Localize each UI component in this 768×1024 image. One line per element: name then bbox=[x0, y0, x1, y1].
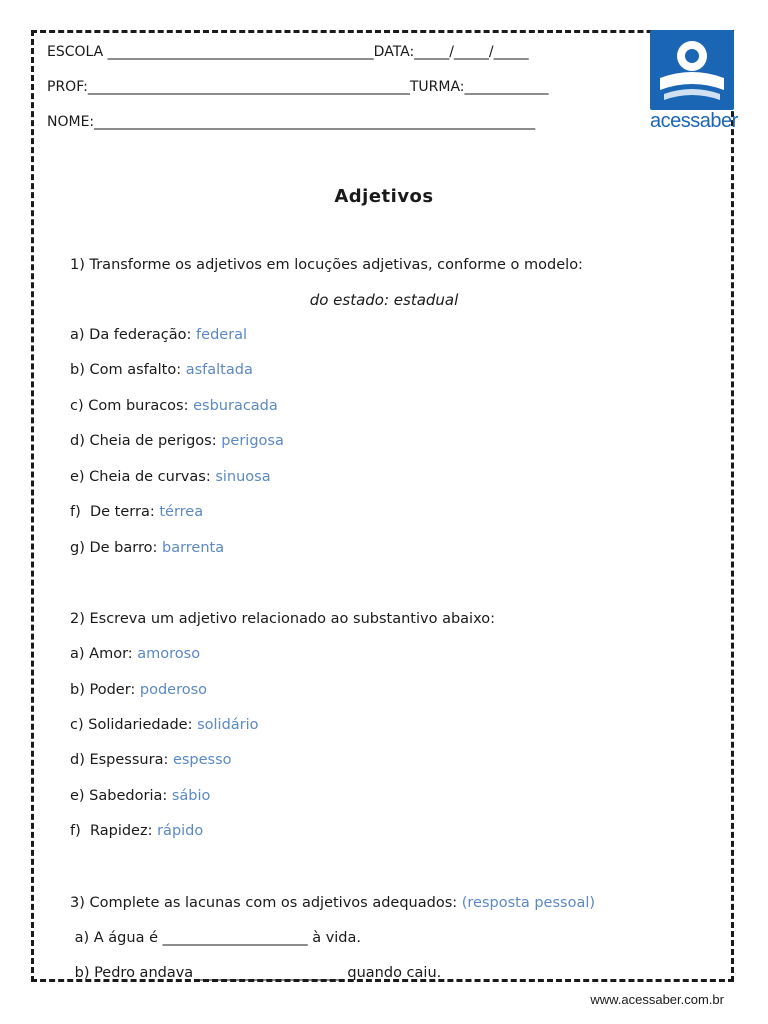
q2-item-b bbox=[70, 682, 207, 698]
logo-brand-text: acessaber bbox=[650, 110, 738, 132]
q2-item-d bbox=[70, 752, 232, 768]
q2-item-a bbox=[70, 646, 200, 662]
q3-prompt-text: 3) Complete as lacunas com os adjetivos adequados: bbox=[70, 895, 462, 911]
q1-model-example: do estado: estadual bbox=[309, 291, 459, 309]
q3-prompt bbox=[70, 895, 595, 911]
q2-prompt: 2) Escreva um adjetivo relacionado ao substantivo abaixo: bbox=[70, 611, 495, 627]
item-answer: barrenta bbox=[161, 540, 225, 556]
item-label: b) Poder: bbox=[70, 682, 140, 698]
item-label: c) Solidariedade: bbox=[70, 717, 198, 733]
q1-item-d bbox=[70, 433, 284, 449]
q1-item-e bbox=[70, 469, 271, 485]
item-answer: asfaltada bbox=[185, 362, 253, 378]
q1-item-g bbox=[70, 540, 224, 556]
item-label: f) Rapidez: bbox=[70, 823, 158, 839]
item-answer: espesso bbox=[172, 752, 232, 768]
reader-icon bbox=[650, 30, 734, 110]
item-label: f) De terra: bbox=[70, 504, 160, 520]
item-label: e) Sabedoria: bbox=[70, 788, 172, 804]
q1-item-c bbox=[70, 398, 278, 414]
item-label: a) Amor: bbox=[70, 646, 138, 662]
item-answer: solidário bbox=[197, 717, 259, 733]
q3-item-a: a) A água é ____________________ à vida. bbox=[70, 930, 362, 946]
q2-item-c bbox=[70, 717, 259, 733]
page-title: Adjetivos bbox=[334, 186, 434, 207]
acessaber-logo bbox=[650, 30, 736, 134]
item-answer: rápido bbox=[157, 823, 204, 839]
item-answer: sinuosa bbox=[215, 469, 271, 485]
escola-date-line: ESCOLA ______________________________________DATA:_____/_____/_____ bbox=[47, 44, 529, 60]
q2-item-f bbox=[70, 823, 203, 839]
footer-url: www.acessaber.com.br bbox=[590, 992, 724, 1007]
item-answer: sábio bbox=[171, 788, 211, 804]
q1-prompt: 1) Transforme os adjetivos em locuções adjetivas, conforme o modelo: bbox=[70, 257, 583, 273]
q1-item-f bbox=[70, 504, 203, 520]
item-answer: perigosa bbox=[221, 433, 284, 449]
q3-note: (resposta pessoal) bbox=[461, 895, 596, 911]
item-label: a) Da federação: bbox=[70, 327, 197, 343]
item-label: d) Cheia de perigos: bbox=[70, 433, 222, 449]
item-answer: esburacada bbox=[193, 398, 278, 414]
q2-item-e bbox=[70, 788, 210, 804]
item-answer: poderoso bbox=[139, 682, 208, 698]
item-answer: amoroso bbox=[137, 646, 201, 662]
item-label: g) De barro: bbox=[70, 540, 162, 556]
q3-item-b: b) Pedro andava ____________________ quando caiu. bbox=[70, 965, 442, 981]
item-label: d) Espessura: bbox=[70, 752, 173, 768]
item-answer: federal bbox=[196, 327, 248, 343]
q1-item-a bbox=[70, 327, 247, 343]
item-label: c) Com buracos: bbox=[70, 398, 194, 414]
item-answer: térrea bbox=[159, 504, 204, 520]
q1-item-b bbox=[70, 362, 253, 378]
item-label: e) Cheia de curvas: bbox=[70, 469, 216, 485]
nome-line: NOME:_______________________________________________________________ bbox=[47, 114, 536, 130]
prof-turma-line: PROF:______________________________________________TURMA:____________ bbox=[47, 79, 549, 95]
item-label: b) Com asfalto: bbox=[70, 362, 186, 378]
